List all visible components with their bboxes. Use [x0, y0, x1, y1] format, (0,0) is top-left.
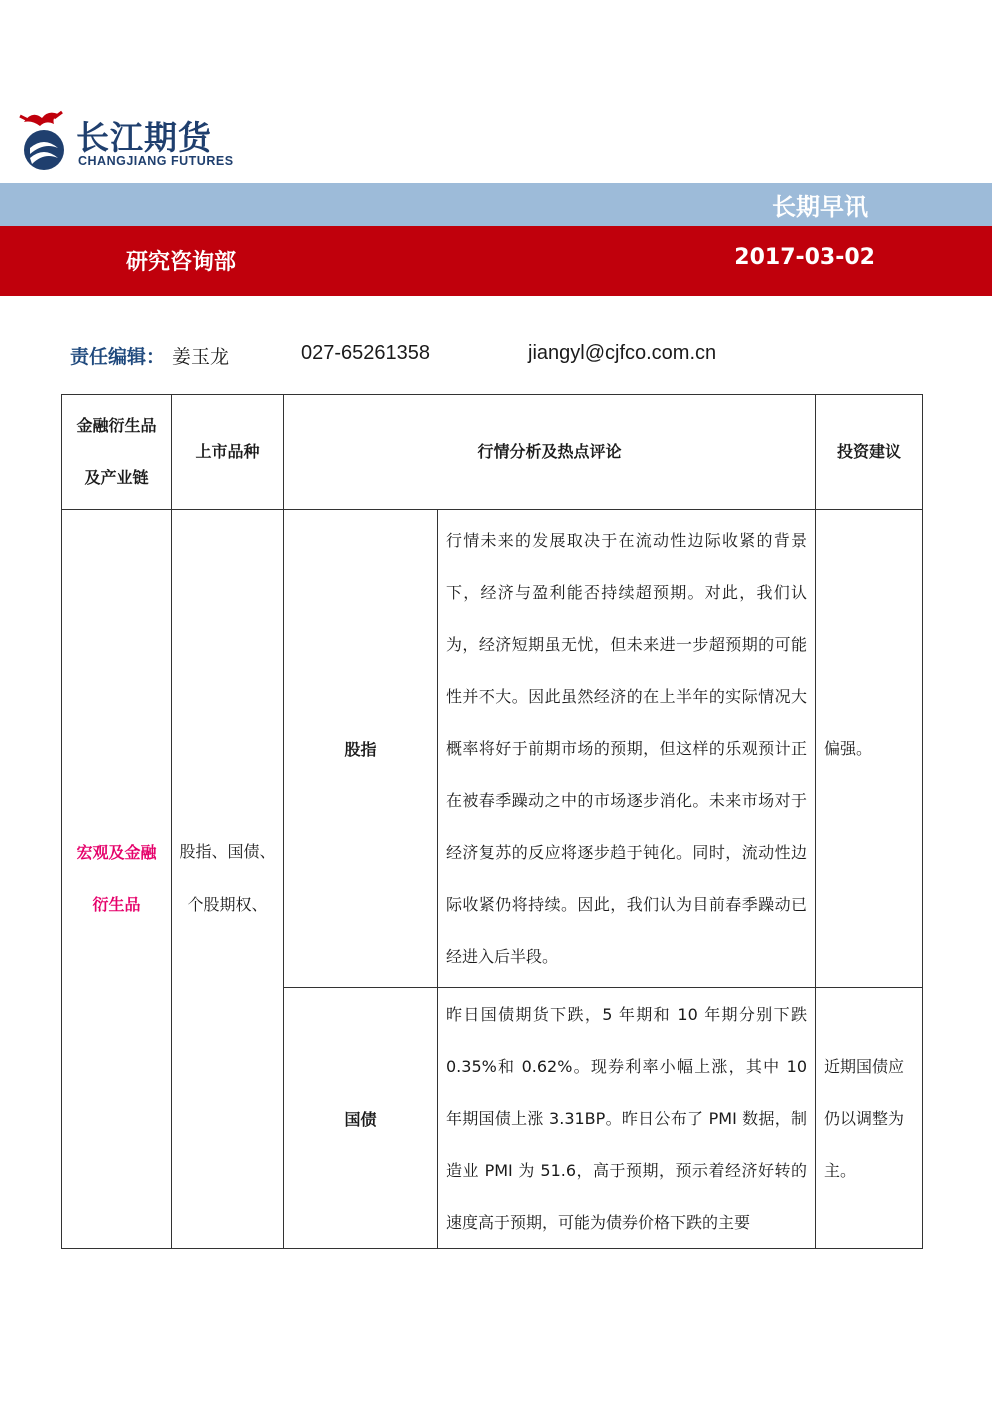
header-analysis: 行情分析及热点评论: [284, 395, 816, 510]
category-cell: 宏观及金融 衍生品: [62, 510, 172, 1249]
dragon-emblem-icon: [18, 108, 70, 172]
department-band: [0, 226, 992, 296]
table-row: [62, 510, 923, 988]
publication-title: 长期早讯: [772, 193, 868, 221]
analysis-text: 昨日国债期货下跌，5 年期和 10 年期分别下跌 0.35%和 0.62%。现券利率小幅上涨，其中 10 年期国债上涨 3.31BP。昨日公布了 PMI 数据，制造业 PMI 为 51.6，高于预期，预示着经济好转的速度高于预期，可能为债券价格下跌的主要: [438, 988, 816, 1249]
editor-email[interactable]: jiangyl@cjfco.com.cn: [528, 342, 717, 364]
editor-label: 责任编辑：: [70, 346, 166, 368]
editor-name: 姜玉龙: [172, 346, 230, 368]
products-cell: 股指、国债、 个股期权、: [172, 510, 284, 1249]
header-advice: 投资建议: [816, 395, 923, 510]
sub-item-name: 股指: [284, 510, 438, 988]
sub-item-name: 国债: [284, 988, 438, 1249]
advice-text: 偏强。: [816, 510, 923, 988]
header-products: 上市品种: [172, 395, 284, 510]
analysis-text: 行情未来的发展取决于在流动性边际收紧的背景下，经济与盈利能否持续超预期。对此，我们认为，经济短期虽无忧，但未来进一步超预期的可能性并不大。因此虽然经济的在上半年的实际情况大概率将好于前期市场的预期，但这样的乐观预计正在被春季躁动之中的市场逐步消化。未来市场对于经济复苏的反应将逐步趋于钝化。同时，流动性边际收紧仍将持续。因此，我们认为目前春季躁动已经进入后半段。: [438, 510, 816, 988]
advice-text: 近期国债应仍以调整为主。: [816, 988, 923, 1249]
header-category: 金融衍生品 及产业链: [62, 395, 172, 510]
logo-chinese-text: 长江期货: [76, 118, 212, 157]
table-header-row: [62, 395, 923, 510]
market-report-table: [61, 394, 923, 1249]
editor-phone: 027-65261358: [301, 342, 431, 364]
report-date: 2017-03-02: [734, 245, 875, 270]
department-name: 研究咨询部: [126, 250, 237, 275]
logo-english-text: CHANGJIANG FUTURES: [78, 154, 234, 168]
company-logo: [18, 108, 258, 172]
publication-band: [0, 183, 992, 226]
editor-info: [70, 342, 930, 370]
